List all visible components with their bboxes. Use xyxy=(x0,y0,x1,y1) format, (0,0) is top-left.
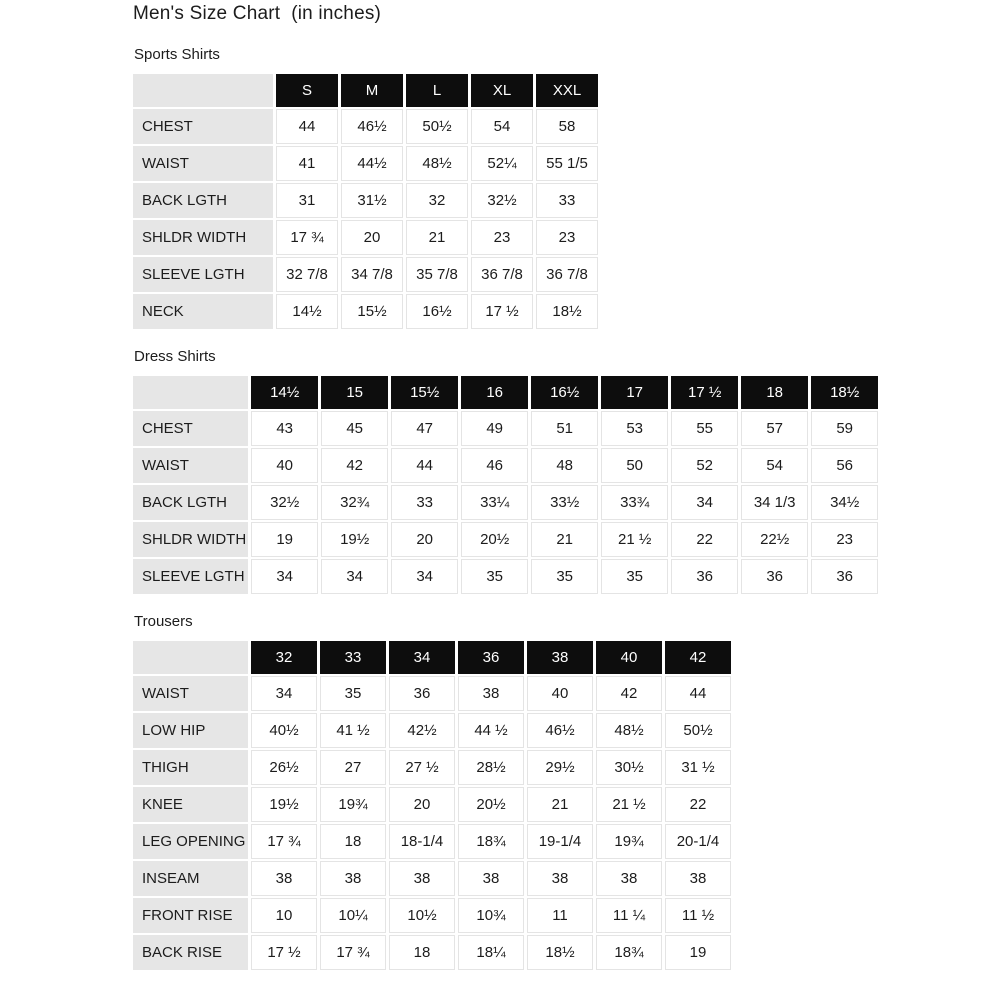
size-value-cell: 10 xyxy=(251,898,317,933)
size-value-cell: 52 xyxy=(671,448,738,483)
size-value-cell: 17 ½ xyxy=(471,294,533,329)
size-value-cell: 20½ xyxy=(461,522,528,557)
table-row xyxy=(133,257,598,292)
size-value-cell: 38 xyxy=(458,676,524,711)
row-label: SHLDR WIDTH xyxy=(133,220,273,255)
size-value-cell: 18 xyxy=(320,824,386,859)
column-header: 40 xyxy=(596,641,662,674)
size-value-cell: 38 xyxy=(458,861,524,896)
size-table-sports-shirts xyxy=(130,72,601,331)
table-row xyxy=(133,294,598,329)
size-value-cell: 33¼ xyxy=(461,485,528,520)
size-value-cell: 21 xyxy=(531,522,598,557)
size-value-cell: 35 xyxy=(531,559,598,594)
size-value-cell: 10¼ xyxy=(320,898,386,933)
size-value-cell: 41 ½ xyxy=(320,713,386,748)
size-value-cell: 44 xyxy=(665,676,731,711)
table-row xyxy=(133,411,878,446)
row-label: LEG OPENING xyxy=(133,824,248,859)
column-header: 16½ xyxy=(531,376,598,409)
size-value-cell: 30½ xyxy=(596,750,662,785)
column-header: 32 xyxy=(251,641,317,674)
table-row xyxy=(133,559,878,594)
size-value-cell: 11 xyxy=(527,898,593,933)
size-value-cell: 36 xyxy=(671,559,738,594)
size-value-cell: 34 xyxy=(251,559,318,594)
row-label: CHEST xyxy=(133,411,248,446)
table-row xyxy=(133,183,598,218)
size-value-cell: 35 7/8 xyxy=(406,257,468,292)
size-value-cell: 38 xyxy=(320,861,386,896)
size-value-cell: 31½ xyxy=(341,183,403,218)
row-label: FRONT RISE xyxy=(133,898,248,933)
row-label: SLEEVE LGTH xyxy=(133,257,273,292)
size-value-cell: 18-1/4 xyxy=(389,824,455,859)
size-value-cell: 31 ½ xyxy=(665,750,731,785)
page-title: Men's Size Chart (in inches) xyxy=(133,3,382,24)
size-value-cell: 34 xyxy=(671,485,738,520)
row-label: SLEEVE LGTH xyxy=(133,559,248,594)
size-value-cell: 46½ xyxy=(341,109,403,144)
table-row xyxy=(133,787,731,822)
size-value-cell: 33 xyxy=(536,183,598,218)
size-value-cell: 19½ xyxy=(321,522,388,557)
size-value-cell: 51 xyxy=(531,411,598,446)
row-label: LOW HIP xyxy=(133,713,248,748)
size-value-cell: 22 xyxy=(665,787,731,822)
size-value-cell: 31 xyxy=(276,183,338,218)
row-label: WAIST xyxy=(133,448,248,483)
size-value-cell: 17 ¾ xyxy=(320,935,386,970)
size-value-cell: 54 xyxy=(741,448,808,483)
size-value-cell: 27 ½ xyxy=(389,750,455,785)
size-value-cell: 59 xyxy=(811,411,878,446)
size-value-cell: 35 xyxy=(320,676,386,711)
row-label: THIGH xyxy=(133,750,248,785)
row-label: KNEE xyxy=(133,787,248,822)
size-value-cell: 34 xyxy=(391,559,458,594)
size-value-cell: 21 ½ xyxy=(601,522,668,557)
size-value-cell: 50 xyxy=(601,448,668,483)
size-value-cell: 44 xyxy=(391,448,458,483)
size-value-cell: 28½ xyxy=(458,750,524,785)
size-value-cell: 38 xyxy=(596,861,662,896)
size-value-cell: 35 xyxy=(461,559,528,594)
header-row xyxy=(133,74,598,107)
size-value-cell: 19-1/4 xyxy=(527,824,593,859)
size-value-cell: 32½ xyxy=(471,183,533,218)
size-value-cell: 27 xyxy=(320,750,386,785)
size-value-cell: 38 xyxy=(665,861,731,896)
size-value-cell: 19 xyxy=(665,935,731,970)
size-value-cell: 34½ xyxy=(811,485,878,520)
size-value-cell: 20 xyxy=(391,522,458,557)
size-value-cell: 18¾ xyxy=(458,824,524,859)
size-value-cell: 10¾ xyxy=(458,898,524,933)
size-value-cell: 46 xyxy=(461,448,528,483)
size-value-cell: 40 xyxy=(251,448,318,483)
corner-cell xyxy=(133,641,248,674)
corner-cell xyxy=(133,376,248,409)
size-value-cell: 48½ xyxy=(406,146,468,181)
column-header: 34 xyxy=(389,641,455,674)
size-value-cell: 33 xyxy=(391,485,458,520)
section-sports-shirts xyxy=(133,46,1000,331)
size-value-cell: 40 xyxy=(527,676,593,711)
table-row xyxy=(133,898,731,933)
size-value-cell: 43 xyxy=(251,411,318,446)
size-value-cell: 42 xyxy=(596,676,662,711)
corner-cell xyxy=(133,74,273,107)
size-value-cell: 19 xyxy=(251,522,318,557)
size-value-cell: 22½ xyxy=(741,522,808,557)
column-header: 17 ½ xyxy=(671,376,738,409)
table-row xyxy=(133,861,731,896)
table-row xyxy=(133,676,731,711)
size-value-cell: 32 xyxy=(406,183,468,218)
size-value-cell: 29½ xyxy=(527,750,593,785)
size-value-cell: 33¾ xyxy=(601,485,668,520)
size-value-cell: 36 xyxy=(811,559,878,594)
table-row xyxy=(133,485,878,520)
size-value-cell: 54 xyxy=(471,109,533,144)
size-value-cell: 23 xyxy=(811,522,878,557)
table-row xyxy=(133,146,598,181)
section-title: Dress Shirts xyxy=(134,348,216,365)
size-value-cell: 46½ xyxy=(527,713,593,748)
size-value-cell: 33½ xyxy=(531,485,598,520)
size-value-cell: 34 7/8 xyxy=(341,257,403,292)
size-value-cell: 32 7/8 xyxy=(276,257,338,292)
size-value-cell: 36 xyxy=(389,676,455,711)
size-value-cell: 40½ xyxy=(251,713,317,748)
section-dress-shirts xyxy=(133,348,1000,596)
size-value-cell: 49 xyxy=(461,411,528,446)
size-value-cell: 23 xyxy=(536,220,598,255)
size-value-cell: 18½ xyxy=(536,294,598,329)
size-value-cell: 21 xyxy=(527,787,593,822)
size-value-cell: 18¾ xyxy=(596,935,662,970)
column-header: M xyxy=(341,74,403,107)
column-header: 33 xyxy=(320,641,386,674)
column-header: 15½ xyxy=(391,376,458,409)
size-value-cell: 26½ xyxy=(251,750,317,785)
size-value-cell: 38 xyxy=(389,861,455,896)
row-label: BACK LGTH xyxy=(133,485,248,520)
column-header: 38 xyxy=(527,641,593,674)
size-value-cell: 32¾ xyxy=(321,485,388,520)
row-label: BACK RISE xyxy=(133,935,248,970)
header-row xyxy=(133,376,878,409)
size-value-cell: 47 xyxy=(391,411,458,446)
size-value-cell: 53 xyxy=(601,411,668,446)
size-value-cell: 48½ xyxy=(596,713,662,748)
column-header: 16 xyxy=(461,376,528,409)
size-value-cell: 38 xyxy=(251,861,317,896)
size-value-cell: 36 7/8 xyxy=(471,257,533,292)
size-value-cell: 19¾ xyxy=(320,787,386,822)
size-value-cell: 18 xyxy=(389,935,455,970)
size-value-cell: 55 xyxy=(671,411,738,446)
size-value-cell: 17 ¾ xyxy=(276,220,338,255)
column-header: L xyxy=(406,74,468,107)
size-value-cell: 20-1/4 xyxy=(665,824,731,859)
size-value-cell: 19½ xyxy=(251,787,317,822)
size-value-cell: 36 7/8 xyxy=(536,257,598,292)
size-value-cell: 48 xyxy=(531,448,598,483)
table-row xyxy=(133,935,731,970)
size-value-cell: 57 xyxy=(741,411,808,446)
table-row xyxy=(133,109,598,144)
size-value-cell: 18¼ xyxy=(458,935,524,970)
size-value-cell: 21 xyxy=(406,220,468,255)
table-row xyxy=(133,522,878,557)
size-value-cell: 21 ½ xyxy=(596,787,662,822)
row-label: SHLDR WIDTH xyxy=(133,522,248,557)
size-value-cell: 42 xyxy=(321,448,388,483)
table-row xyxy=(133,824,731,859)
column-header: XXL xyxy=(536,74,598,107)
row-label: CHEST xyxy=(133,109,273,144)
table-row xyxy=(133,448,878,483)
size-value-cell: 20 xyxy=(389,787,455,822)
column-header: XL xyxy=(471,74,533,107)
size-value-cell: 34 xyxy=(321,559,388,594)
section-title: Sports Shirts xyxy=(134,46,220,63)
size-tables-container xyxy=(133,46,1000,972)
size-value-cell: 38 xyxy=(527,861,593,896)
size-value-cell: 17 ½ xyxy=(251,935,317,970)
column-header: 18 xyxy=(741,376,808,409)
size-value-cell: 41 xyxy=(276,146,338,181)
row-label: WAIST xyxy=(133,146,273,181)
size-table-dress-shirts xyxy=(130,374,881,596)
row-label: INSEAM xyxy=(133,861,248,896)
row-label: NECK xyxy=(133,294,273,329)
size-value-cell: 22 xyxy=(671,522,738,557)
section-title: Trousers xyxy=(134,613,193,630)
size-value-cell: 14½ xyxy=(276,294,338,329)
size-value-cell: 52¼ xyxy=(471,146,533,181)
size-value-cell: 20 xyxy=(341,220,403,255)
size-value-cell: 50½ xyxy=(406,109,468,144)
size-value-cell: 45 xyxy=(321,411,388,446)
section-trousers xyxy=(133,613,1000,972)
row-label: WAIST xyxy=(133,676,248,711)
size-value-cell: 32½ xyxy=(251,485,318,520)
size-value-cell: 36 xyxy=(741,559,808,594)
size-value-cell: 16½ xyxy=(406,294,468,329)
size-value-cell: 44 ½ xyxy=(458,713,524,748)
size-value-cell: 35 xyxy=(601,559,668,594)
size-value-cell: 23 xyxy=(471,220,533,255)
size-table-trousers xyxy=(130,639,734,972)
size-value-cell: 44 xyxy=(276,109,338,144)
header-row xyxy=(133,641,731,674)
column-header: 42 xyxy=(665,641,731,674)
size-value-cell: 58 xyxy=(536,109,598,144)
table-row xyxy=(133,750,731,785)
size-value-cell: 56 xyxy=(811,448,878,483)
size-value-cell: 44½ xyxy=(341,146,403,181)
size-value-cell: 11 ½ xyxy=(665,898,731,933)
size-value-cell: 18½ xyxy=(527,935,593,970)
size-value-cell: 34 1/3 xyxy=(741,485,808,520)
size-value-cell: 55 1/5 xyxy=(536,146,598,181)
size-value-cell: 34 xyxy=(251,676,317,711)
size-value-cell: 19¾ xyxy=(596,824,662,859)
column-header: 36 xyxy=(458,641,524,674)
column-header: S xyxy=(276,74,338,107)
table-row xyxy=(133,220,598,255)
column-header: 14½ xyxy=(251,376,318,409)
table-row xyxy=(133,713,731,748)
column-header: 15 xyxy=(321,376,388,409)
size-value-cell: 50½ xyxy=(665,713,731,748)
size-value-cell: 11 ¼ xyxy=(596,898,662,933)
size-value-cell: 42½ xyxy=(389,713,455,748)
size-value-cell: 15½ xyxy=(341,294,403,329)
size-value-cell: 17 ¾ xyxy=(251,824,317,859)
column-header: 17 xyxy=(601,376,668,409)
column-header: 18½ xyxy=(811,376,878,409)
row-label: BACK LGTH xyxy=(133,183,273,218)
size-value-cell: 20½ xyxy=(458,787,524,822)
size-value-cell: 10½ xyxy=(389,898,455,933)
